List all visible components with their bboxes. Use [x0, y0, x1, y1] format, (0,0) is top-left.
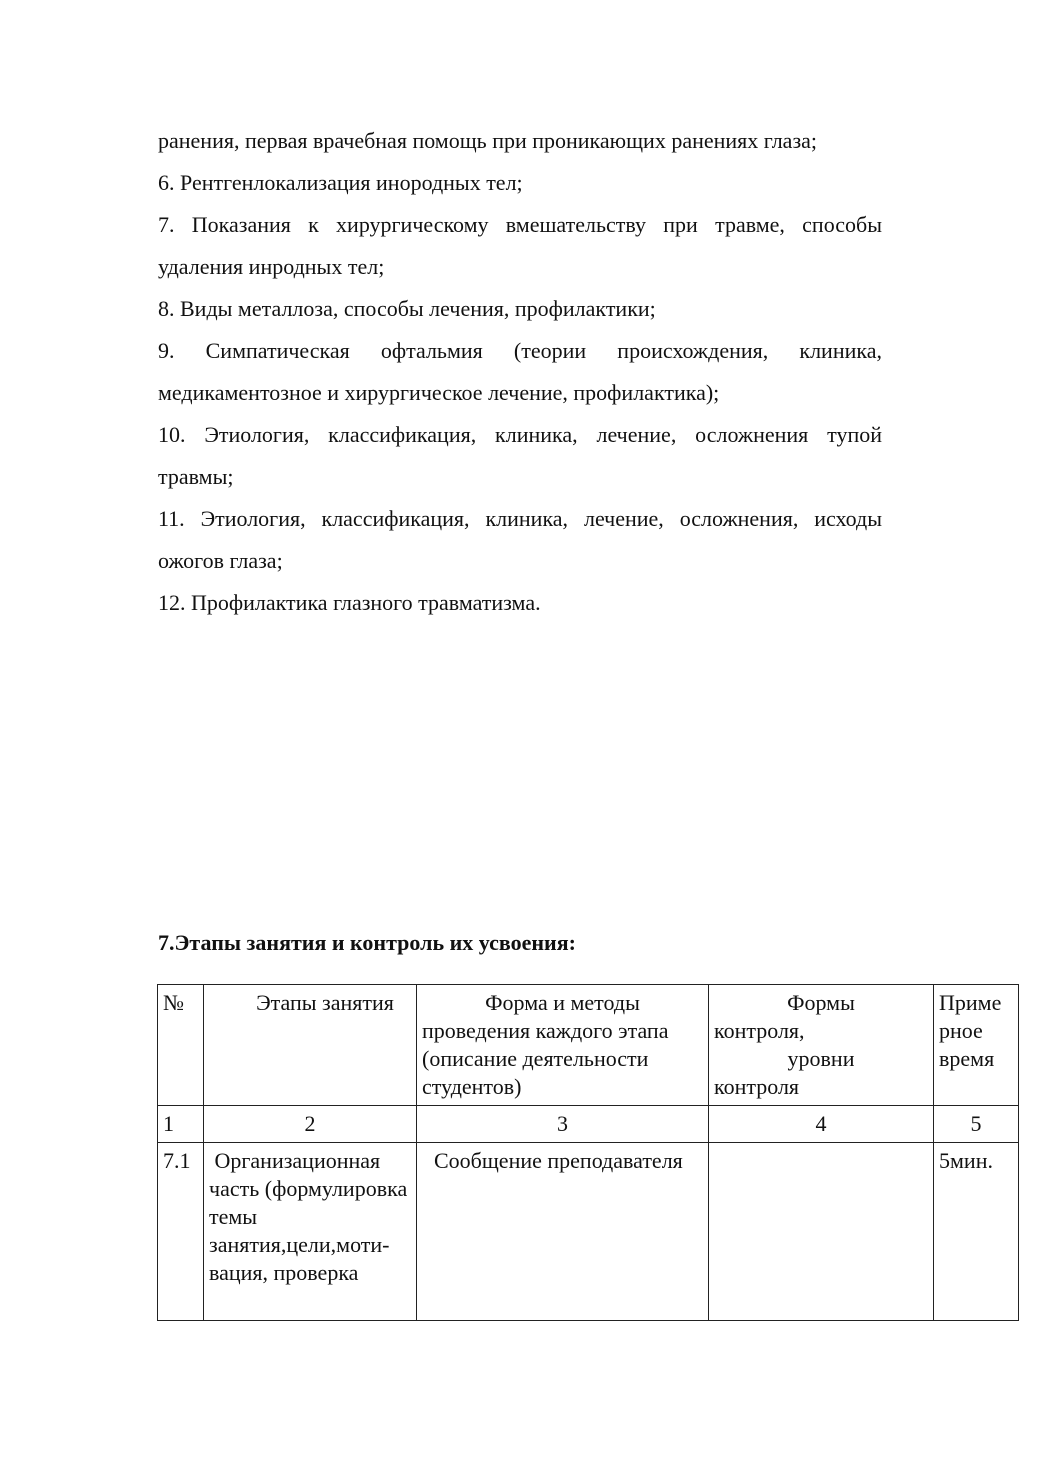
number-cell-5: 5 — [934, 1106, 1019, 1143]
number-cell-3: 3 — [417, 1106, 709, 1143]
paragraph-wound-first-aid: ранения, первая врачебная помощь при проникающих ранениях глаза; — [158, 128, 818, 153]
paragraph-item-9: 9. Симпатическая офтальмия (теории происхождения, клиника, медикаментозное и хирургическое лечение, профилактика); — [158, 338, 882, 405]
paragraph-item-12: 12. Профилактика глазного травматизма. — [158, 590, 541, 615]
table-header-row — [158, 985, 1019, 1106]
paragraph-item-7: 7. Показания к хирургическому вмешательству при травме, способы удаления инродных тел; — [158, 212, 882, 279]
paragraph-item-11: 11. Этиология, классификация, клиника, лечение, осложнения, исходы ожогов глаза; — [158, 506, 882, 573]
table-number-row — [158, 1106, 1019, 1143]
number-cell-2: 2 — [204, 1106, 417, 1143]
paragraph-item-10: 10. Этиология, классификация, клиника, лечение, осложнения тупой травмы; — [158, 422, 882, 489]
paragraph-item-6: 6. Рентгенлокализация инородных тел; — [158, 170, 523, 195]
number-cell-1: 1 — [158, 1106, 204, 1143]
header-methods: Форма и методы проведения каждого этапа (описание деятельности студентов) — [417, 985, 709, 1106]
body-text — [158, 120, 882, 624]
row-number: 7.1 — [158, 1143, 204, 1321]
header-time: Приме рное время — [934, 985, 1019, 1106]
number-cell-4: 4 — [709, 1106, 934, 1143]
row-method: Сообщение преподавателя — [417, 1143, 709, 1321]
table-row — [158, 1143, 1019, 1321]
header-stages: Этапы занятия — [204, 985, 417, 1106]
stages-table — [157, 984, 1019, 1321]
section-heading: 7.Этапы занятия и контроль их усвоения: — [158, 930, 576, 955]
row-stage: Организационная часть (формулировка темы занятия,цели,моти-вация, проверка — [204, 1143, 417, 1321]
header-number: № — [158, 985, 204, 1106]
paragraph-item-8: 8. Виды металлоза, способы лечения, профилактики; — [158, 296, 656, 321]
header-control: Формы контроля, уровни контроля — [709, 985, 934, 1106]
row-control — [709, 1143, 934, 1321]
row-time: 5мин. — [934, 1143, 1019, 1321]
